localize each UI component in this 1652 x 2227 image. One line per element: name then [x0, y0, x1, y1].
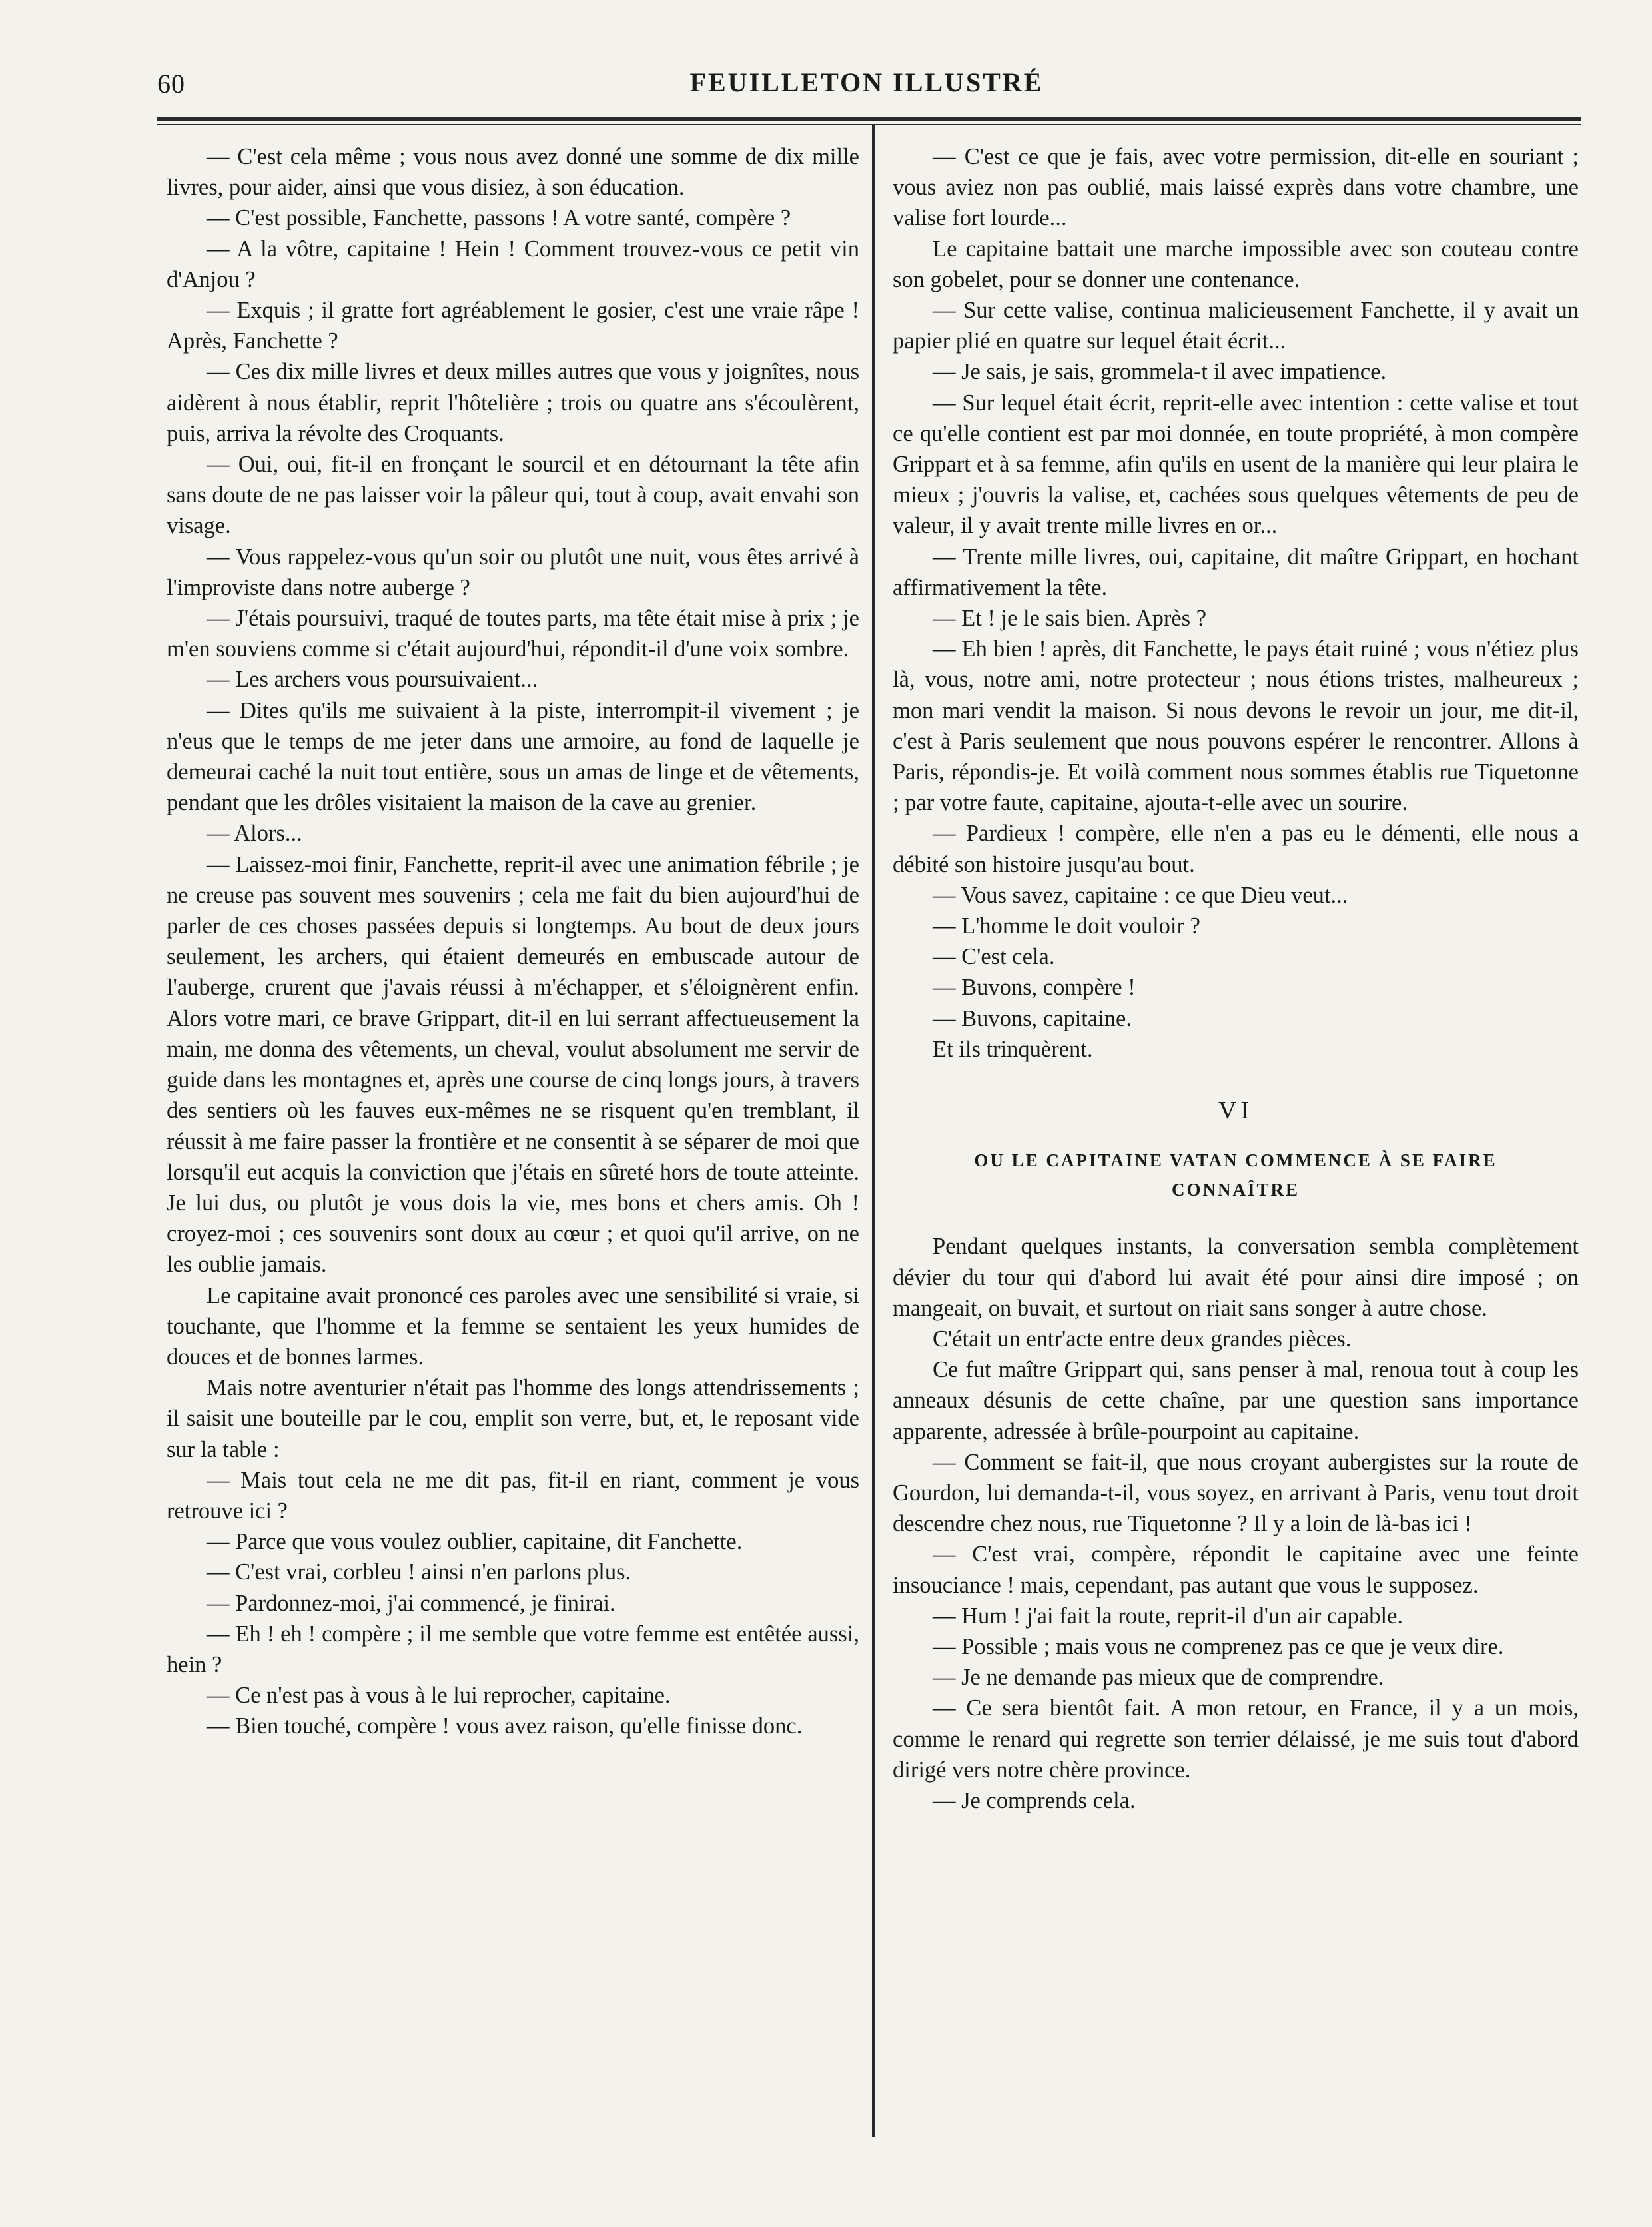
- paragraph: — Vous savez, capitaine : ce que Dieu veut...: [933, 882, 1348, 908]
- paragraph: — Comment se fait-il, que nous croyant aubergistes sur la route de Gourdon, lui demanda-t-il, vous soyez, en arrivant à Paris, venu tout droit descendre chez nous, rue Tiquetonne ? Il y a loin de là-bas ici !: [893, 1449, 1579, 1537]
- paragraph: — C'est vrai, corbleu ! ainsi n'en parlons plus.: [206, 1559, 631, 1585]
- paragraph: — Mais tout cela ne me dit pas, fit-il en riant, comment je vous retrouve ici ?: [167, 1467, 859, 1524]
- paragraph: — C'est possible, Fanchette, passons ! A votre santé, compère ?: [206, 205, 791, 231]
- paragraph: — Dites qu'ils me suivaient à la piste, interrompit-il vivement ; je n'eus que le temps de me jeter dans une armoire, au fond de laquelle je demeurai caché la nuit tout entière, sous un amas de linge et de vêtements, pendant que les drôles visitaient la maison de la cave au grenier.: [167, 697, 859, 816]
- paragraph: — Ces dix mille livres et deux milles autres que vous y joignîtes, nous aidèrent à nous établir, reprit l'hôtelière ; trois ou quatre ans s'écoulèrent, puis, arriva la révolte des Croquants.: [167, 359, 859, 446]
- paragraph: — Buvons, capitaine.: [933, 1005, 1132, 1031]
- paragraph: — C'est ce que je fais, avec votre permission, dit-elle en souriant ; vous aviez non pas oublié, mais laissé exprès dans votre chambre, une valise fort lourde...: [893, 144, 1579, 231]
- header-rule-thin: [157, 124, 1581, 125]
- left-column: [167, 141, 859, 1742]
- paragraph: — Laissez-moi finir, Fanchette, reprit-il avec une animation fébrile ; je ne creuse pas souvent mes souvenirs ; cela me fait du bien aujourd'hui de parler de ces choses passées depuis si longtemps. Au bout de deux jours seulement, les archers, qui étaient demeurés en embuscade autour de l'auberge, crurent que j'avais réussi à m'échapper, et s'éloignèrent enfin. Alors votre mari, ce brave Grippart, dit-il en lui serrant affectueusement la main, me donna des vêtements, un cheval, voulut absolument me servir de guide dans les montagnes et, après une course de cinq longs jours, à travers des sentiers où les fauves eux-mêmes ne se risquent qu'en tremblant, il réussit à me faire passer la frontière et ne consentit à se séparer de moi que lorsqu'il eut acquis la conviction que j'étais en sûreté hors de toute atteinte. Je lui dus, ou plutôt je vous dois la vie, mes bons et chers amis. Oh ! croyez-moi ; ces souvenirs sont doux au cœur ; et quoi qu'il arrive, on ne les oublie jamais.: [167, 851, 859, 1278]
- paragraph: — Oui, oui, fit-il en fronçant le sourcil et en détournant la tête afin sans doute de ne pas laisser voir la pâleur qui, tout à coup, avait envahi son visage.: [167, 452, 859, 539]
- page-number: 60: [157, 69, 185, 99]
- paragraph: — J'étais poursuivi, traqué de toutes parts, ma tête était mise à prix ; je m'en souviens comme si c'était aujourd'hui, répondit-il d'une voix sombre.: [167, 606, 859, 662]
- paragraph: — Eh bien ! après, dit Fanchette, le pays était ruiné ; vous n'étiez plus là, vous, notre ami, notre protecteur ; nous étions tristes, malheureux ; mon mari vendit la maison. Si nous devons le revoir un jour, me dit-il, c'est à Paris seulement que nous pouvons espérer le rencontrer. Allons à Paris, répondis-je. Et voilà comment nous sommes établis rue Tiquetonne ; par votre faute, capitaine, ajouta-t-elle avec un sourire.: [893, 636, 1579, 816]
- paragraph: — C'est cela.: [933, 944, 1055, 970]
- paragraph: Pendant quelques instants, la conversation sembla complètement dévier du tour qui d'abord lui avait été pour ainsi dire imposé ; on mangeait, on buvait, et surtout on riait sans songer à autre chose.: [893, 1234, 1579, 1321]
- paragraph: — Bien touché, compère ! vous avez raison, qu'elle finisse donc.: [206, 1713, 803, 1739]
- paragraph: Mais notre aventurier n'était pas l'homme des longs attendrissements ; il saisit une bouteille par le cou, emplit son verre, but, et, le reposant vide sur la table :: [167, 1375, 859, 1462]
- paragraph: — Les archers vous poursuivaient...: [206, 667, 538, 693]
- paragraph: — Pardonnez-moi, j'ai commencé, je finirai.: [206, 1590, 616, 1616]
- paragraph: — Je comprends cela.: [933, 1787, 1136, 1813]
- paragraph: C'était un entr'acte entre deux grandes pièces.: [933, 1326, 1352, 1352]
- paragraph: — A la vôtre, capitaine ! Hein ! Comment trouvez-vous ce petit vin d'Anjou ?: [167, 236, 859, 292]
- paragraph: — Hum ! j'ai fait la route, reprit-il d'un air capable.: [933, 1603, 1404, 1629]
- page-header: [157, 64, 1576, 104]
- paragraph: Le capitaine avait prononcé ces paroles avec une sensibilité si vraie, si touchante, que l'homme et la femme se sentaient les yeux humides de douces et de bonnes larmes.: [167, 1282, 859, 1370]
- header-rule: [157, 117, 1581, 121]
- running-title: FEUILLETON ILLUSTRÉ: [689, 67, 1044, 97]
- paragraph: — Je ne demande pas mieux que de comprendre.: [933, 1665, 1384, 1691]
- column-divider: [872, 125, 875, 2137]
- paragraph: — Et ! je le sais bien. Après ?: [933, 606, 1207, 632]
- paragraph: — Possible ; mais vous ne comprenez pas ce que je veux dire.: [933, 1633, 1504, 1659]
- paragraph: — Eh ! eh ! compère ; il me semble que votre femme est entêtée aussi, hein ?: [167, 1621, 859, 1677]
- paragraph: — Parce que vous voulez oublier, capitaine, dit Fanchette.: [206, 1529, 743, 1555]
- right-column: [893, 141, 1579, 1816]
- paragraph: — Sur cette valise, continua malicieusement Fanchette, il y avait un papier plié en quatre sur lequel était écrit...: [893, 298, 1579, 354]
- paragraph: — Pardieux ! compère, elle n'en a pas eu le démenti, elle nous a débité son histoire jusqu'au bout.: [893, 821, 1579, 877]
- paragraph: — L'homme le doit vouloir ?: [933, 913, 1200, 939]
- paragraph: — Exquis ; il gratte fort agréablement le gosier, c'est une vraie râpe ! Après, Fanchette ?: [167, 298, 859, 354]
- chapter-title: OU LE CAPITAINE VATAN COMMENCE À SE FAIRE CONNAÎTRE: [974, 1150, 1497, 1200]
- chapter-number: VI: [1218, 1097, 1254, 1125]
- paragraph: — Alors...: [206, 821, 302, 847]
- paragraph: — Ce sera bientôt fait. A mon retour, en France, il y a un mois, comme le renard qui regrette son terrier délaissé, je me suis tout d'abord dirigé vers notre chère province.: [893, 1695, 1579, 1783]
- paragraph: — Vous rappelez-vous qu'un soir ou plutôt une nuit, vous êtes arrivé à l'improviste dans notre auberge ?: [167, 544, 859, 600]
- paragraph: — C'est vrai, compère, répondit le capitaine avec une feinte insouciance ! mais, cependant, pas autant que vous le supposez.: [893, 1542, 1579, 1598]
- paragraph: — Trente mille livres, oui, capitaine, dit maître Grippart, en hochant affirmativement la tête.: [893, 544, 1579, 600]
- paragraph: — Je sais, je sais, grommela-t il avec impatience.: [933, 359, 1387, 385]
- paragraph: — Sur lequel était écrit, reprit-elle avec intention : cette valise et tout ce qu'elle contient est par moi donnée, en toute propriété, à mon compère Grippart et à sa femme, afin qu'ils en usent de la manière qui leur plaira le mieux ; j'ouvris la valise, et, cachées sous quelques vêtements de peu de valeur, il y avait trente mille livres en or...: [893, 390, 1579, 539]
- paragraph: Ce fut maître Grippart qui, sans penser à mal, renoua tout à coup les anneaux désunis de cette chaîne, par une question sans importance apparente, adressée à brûle-pourpoint au capitaine.: [893, 1357, 1579, 1444]
- paragraph: — Ce n'est pas à vous à le lui reprocher, capitaine.: [206, 1683, 671, 1709]
- paragraph: — C'est cela même ; vous nous avez donné une somme de dix mille livres, pour aider, ainsi que vous disiez, à son éducation.: [167, 144, 859, 201]
- paragraph: Le capitaine battait une marche impossible avec son couteau contre son gobelet, pour se donner une contenance.: [893, 236, 1579, 292]
- paragraph: — Buvons, compère !: [933, 975, 1136, 1001]
- paragraph: Et ils trinquèrent.: [933, 1036, 1093, 1062]
